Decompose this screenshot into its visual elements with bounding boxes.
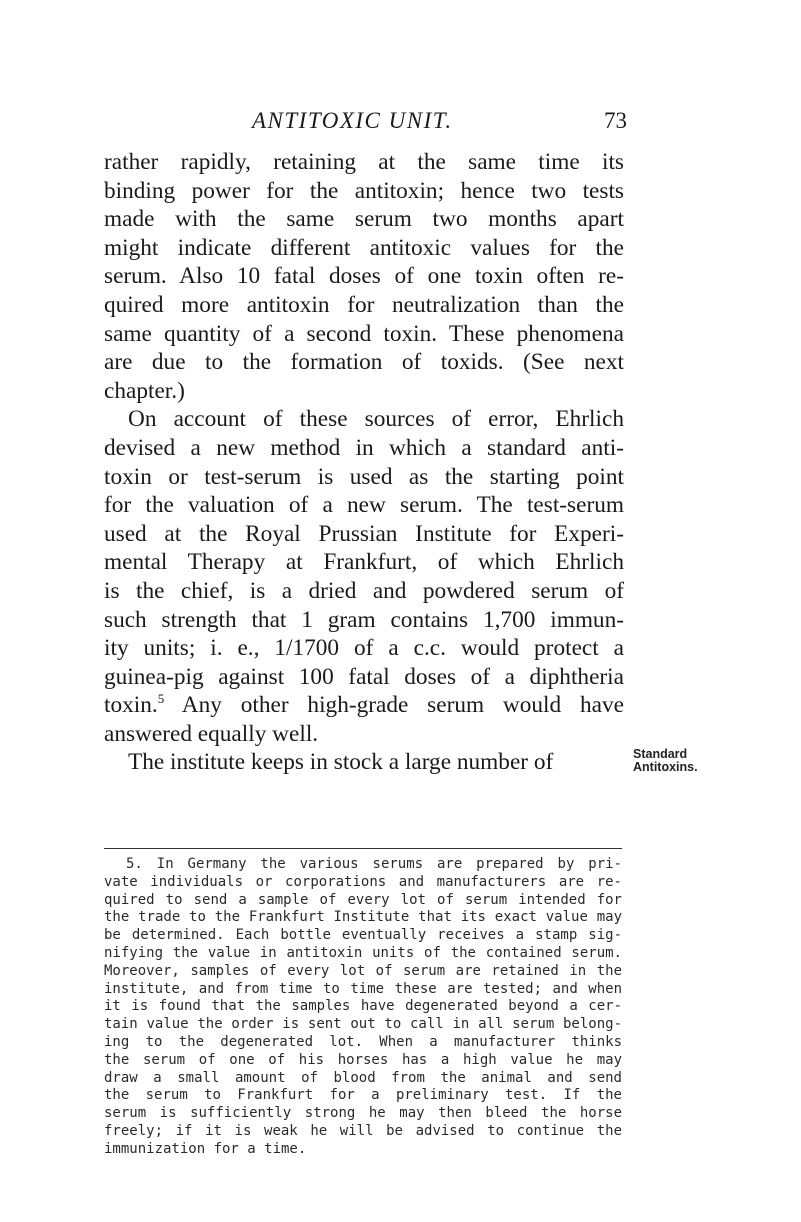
footnote-line: be determined. Each bottle eventually receives a stamp sig- xyxy=(104,927,622,944)
body-line xyxy=(104,691,624,720)
footnote-line: Moreover, samples of every lot of serum are retained in the xyxy=(104,962,622,979)
body-line: are due to the formation of toxids. (See next xyxy=(104,349,624,376)
body-line: answered equally well. xyxy=(104,720,319,747)
page-number: 73 xyxy=(604,108,627,133)
footnote-line: vate individuals or corporations and manufacturers are re- xyxy=(104,873,622,890)
footnote-line: serum is sufficiently strong he may then bleed the horse xyxy=(104,1105,622,1122)
body-line: used at the Royal Prussian Institute for Experi- xyxy=(104,520,624,547)
footnote-line: the trade to the Frankfurt Institute that its exact value may xyxy=(104,909,622,926)
body-line: might indicate different antitoxic values for the xyxy=(104,234,624,261)
footnote-line: immunization for a time. xyxy=(104,1140,307,1157)
body-line: such strength that 1 gram contains 1,700 immun- xyxy=(104,606,624,633)
body-line: ity units; i. e., 1/1700 of a c.c. would protect a xyxy=(104,635,624,662)
body-line: On account of these sources of error, Ehrlich xyxy=(128,406,624,433)
body-line: binding power for the antitoxin; hence two tests xyxy=(104,177,624,204)
body-line-text: toxin. xyxy=(104,692,158,719)
footnote-ref: 5 xyxy=(157,691,165,707)
body-line: quired more antitoxin for neutralization than the xyxy=(104,291,624,318)
footnote-line: ing to the degenerated lot. When a manufacturer thinks xyxy=(104,1033,622,1050)
footnote-line: tain value the order is sent out to call in all serum belong- xyxy=(104,1016,622,1033)
body-text xyxy=(104,148,624,777)
body-line: The institute keeps in stock a large number of xyxy=(128,749,554,776)
margin-note-line: Standard xyxy=(633,747,688,761)
body-line: serum. Also 10 fatal doses of one toxin often re- xyxy=(104,263,624,290)
footnote-line: the serum of one of his horses has a high value he may xyxy=(104,1051,622,1068)
body-line: toxin or test-serum is used as the starting point xyxy=(104,463,624,490)
footnote-divider xyxy=(104,848,622,849)
footnote-line: 5. In Germany the various serums are prepared by pri- xyxy=(126,856,622,872)
body-line-text: Any other high-grade serum would have xyxy=(181,692,624,719)
body-line: guinea-pig against 100 fatal doses of a diphtheria xyxy=(104,663,624,690)
body-line: devised a new method in which a standard anti- xyxy=(104,434,624,461)
footnote-line: institute, and from time to time these are tested; and when xyxy=(104,980,622,997)
body-line: mental Therapy at Frankfurt, of which Ehrlich xyxy=(104,549,624,576)
footnote-line: draw a small amount of blood from the animal and send xyxy=(104,1069,622,1086)
footnote-line: freely; if it is weak he will be advised to continue the xyxy=(104,1122,622,1139)
footnote-line: the serum to Frankfurt for a preliminary test. If the xyxy=(104,1087,622,1104)
footnote xyxy=(104,856,622,1159)
footnote-line: it is found that the samples have degenerated beyond a cer- xyxy=(104,998,622,1015)
footnote-line: quired to send a sample of every lot of serum intended for xyxy=(104,891,622,908)
body-line: same quantity of a second toxin. These phenomena xyxy=(104,320,624,347)
running-title: ANTITOXIC UNIT. xyxy=(252,108,453,133)
footnote-line: nifying the value in antitoxin units of the contained serum. xyxy=(104,944,622,961)
margin-note-line: Antitoxins. xyxy=(633,760,698,774)
body-line: for the valuation of a new serum. The test-serum xyxy=(104,492,624,519)
margin-note xyxy=(633,748,698,774)
body-line: made with the same serum two months apart xyxy=(104,206,624,233)
body-line: chapter.) xyxy=(104,377,185,404)
body-line: rather rapidly, retaining at the same time its xyxy=(104,149,624,175)
body-line: is the chief, is a dried and powdered serum of xyxy=(104,577,624,604)
